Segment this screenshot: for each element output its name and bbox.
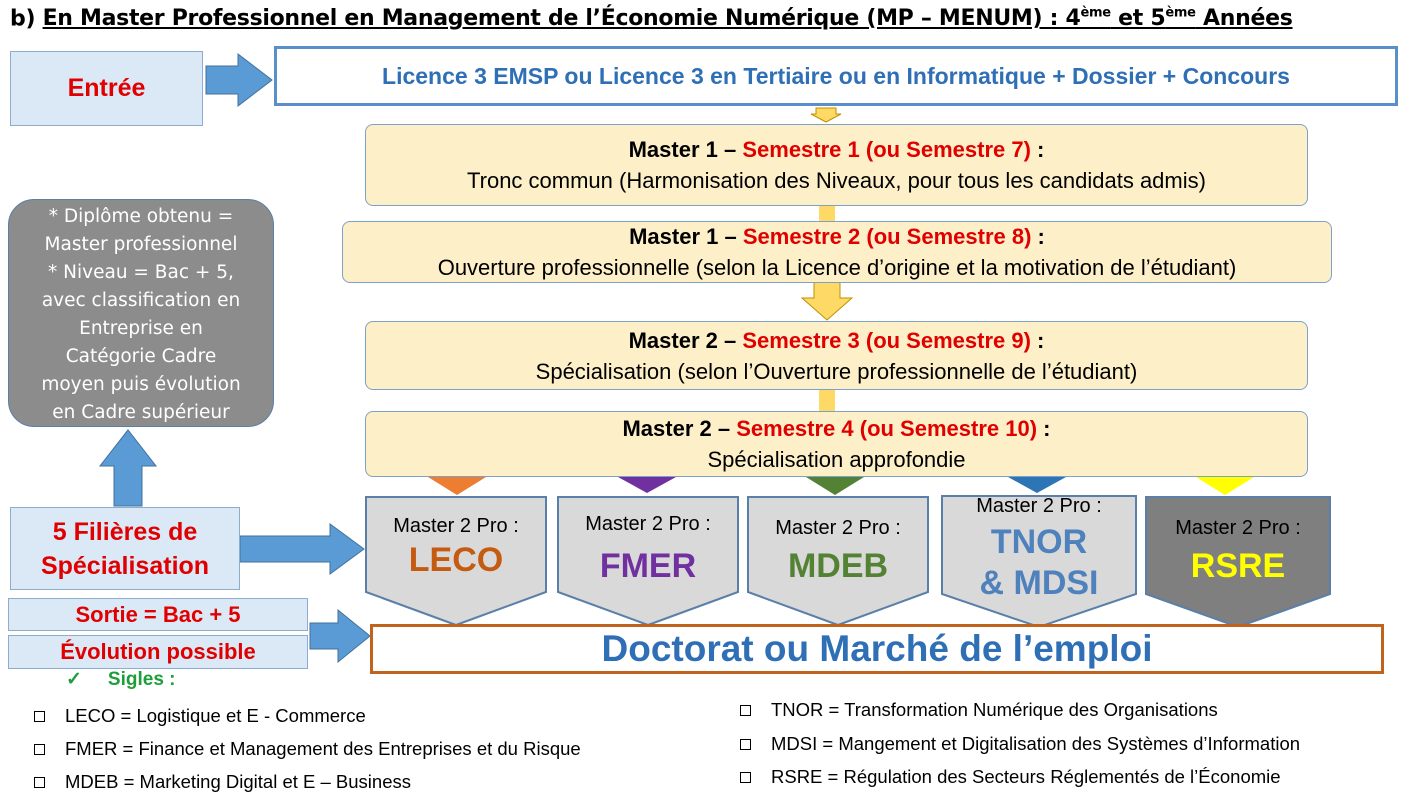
- specialty-mdeb-label: Master 2 Pro :: [775, 517, 901, 539]
- connector-sem1-sem2: [819, 206, 835, 222]
- specialty-fmer-label: Master 2 Pro :: [585, 513, 711, 535]
- checkbox-icon: [34, 777, 45, 788]
- checkbox-icon: [34, 744, 45, 755]
- connector-sem3-sem4: [819, 390, 835, 412]
- sigles-heading: ✓ Sigles :: [66, 669, 176, 690]
- sigle-mdeb: MDEB = Marketing Digital et E – Business: [34, 771, 411, 793]
- arrow-down-leco: [428, 477, 486, 495]
- diploma-info-box: * Diplôme obtenu = Master professionnel * Niveau = Bac + 5, avec classification en Entreprise en Catégorie Cadre moyen puis évolution en Cadre supérieur: [8, 199, 274, 427]
- specialty-fmer: [558, 495, 738, 630]
- sigle-rsre: RSRE = Régulation des Secteurs Réglementés de l’Économie: [740, 766, 1281, 788]
- checkbox-icon: [34, 711, 45, 722]
- specialty-rsre-code: RSRE: [1190, 547, 1286, 585]
- evolution-box: Évolution possible: [8, 635, 308, 669]
- arrow-down-tnor: [1008, 477, 1066, 493]
- specialty-rsre: [1146, 495, 1330, 630]
- arrow-down-mdeb: [806, 477, 864, 495]
- sortie-box: Sortie = Bac + 5: [8, 598, 308, 631]
- arrow-down-fmer: [618, 477, 676, 493]
- specialty-tnor-label: Master 2 Pro :: [976, 495, 1102, 517]
- specialty-mdeb-code: MDEB: [787, 547, 889, 585]
- semester-4-box: Master 2 – Semestre 4 (ou Semestre 10) : Spécialisation approfondie: [365, 411, 1308, 477]
- specialty-fmer-code: FMER: [599, 547, 697, 585]
- arrow-right-filieres: [240, 524, 364, 574]
- specialty-leco-label: Master 2 Pro :: [393, 515, 519, 537]
- doctorat-box: Doctorat ou Marché de l’emploi: [370, 624, 1384, 674]
- checkbox-icon: [740, 705, 751, 716]
- semester-1-box: Master 1 – Semestre 1 (ou Semestre 7) : Tronc commun (Harmonisation des Niveaux, pour tous les candidats admis): [365, 124, 1308, 206]
- specialty-leco-code: LECO: [408, 541, 504, 579]
- page-title: b) En Master Professionnel en Management de l’Économie Numérique (MP – MENUM) : 4ème et 5ème Années: [10, 6, 1293, 32]
- semester-2-box: Master 1 – Semestre 2 (ou Semestre 8) : Ouverture professionnelle (selon la Licence d’origine et la motivation de l’étudiant): [342, 221, 1332, 283]
- specialty-tnor-code: TNOR: [990, 523, 1088, 561]
- specialty-mdeb: [748, 495, 928, 630]
- sigle-fmer: FMER = Finance et Management des Entreprises et du Risque: [34, 738, 581, 760]
- filieres-box: 5 Filières de Spécialisation: [10, 507, 240, 590]
- specialty-tnor: [942, 495, 1136, 630]
- sigle-leco: LECO = Logistique et E - Commerce: [34, 705, 366, 727]
- arrow-right-sortie: [310, 610, 370, 662]
- arrow-down-licence: [811, 108, 841, 122]
- arrow-up-diploma: [100, 430, 156, 506]
- licence-box: Licence 3 EMSP ou Licence 3 en Tertiaire ou en Informatique + Dossier + Concours: [274, 46, 1398, 106]
- sigle-tnor: TNOR = Transformation Numérique des Organisations: [740, 699, 1218, 721]
- arrow-down-sem2: [802, 282, 852, 320]
- specialty-leco: [366, 495, 546, 630]
- checkbox-icon: [740, 739, 751, 750]
- specialty-mdsi-code: & MDSI: [979, 564, 1099, 602]
- semester-3-box: Master 2 – Semestre 3 (ou Semestre 9) : Spécialisation (selon l’Ouverture professionnelle de l’étudiant): [365, 321, 1308, 390]
- checkmark-icon: ✓: [66, 669, 82, 690]
- arrow-down-rsre: [1196, 477, 1254, 495]
- specialty-rsre-label: Master 2 Pro :: [1175, 517, 1301, 539]
- arrow-right-entree: [206, 54, 272, 106]
- entree-box: Entrée: [10, 51, 203, 126]
- sigle-mdsi: MDSI = Mangement et Digitalisation des Systèmes d’Information: [740, 733, 1300, 755]
- checkbox-icon: [740, 772, 751, 783]
